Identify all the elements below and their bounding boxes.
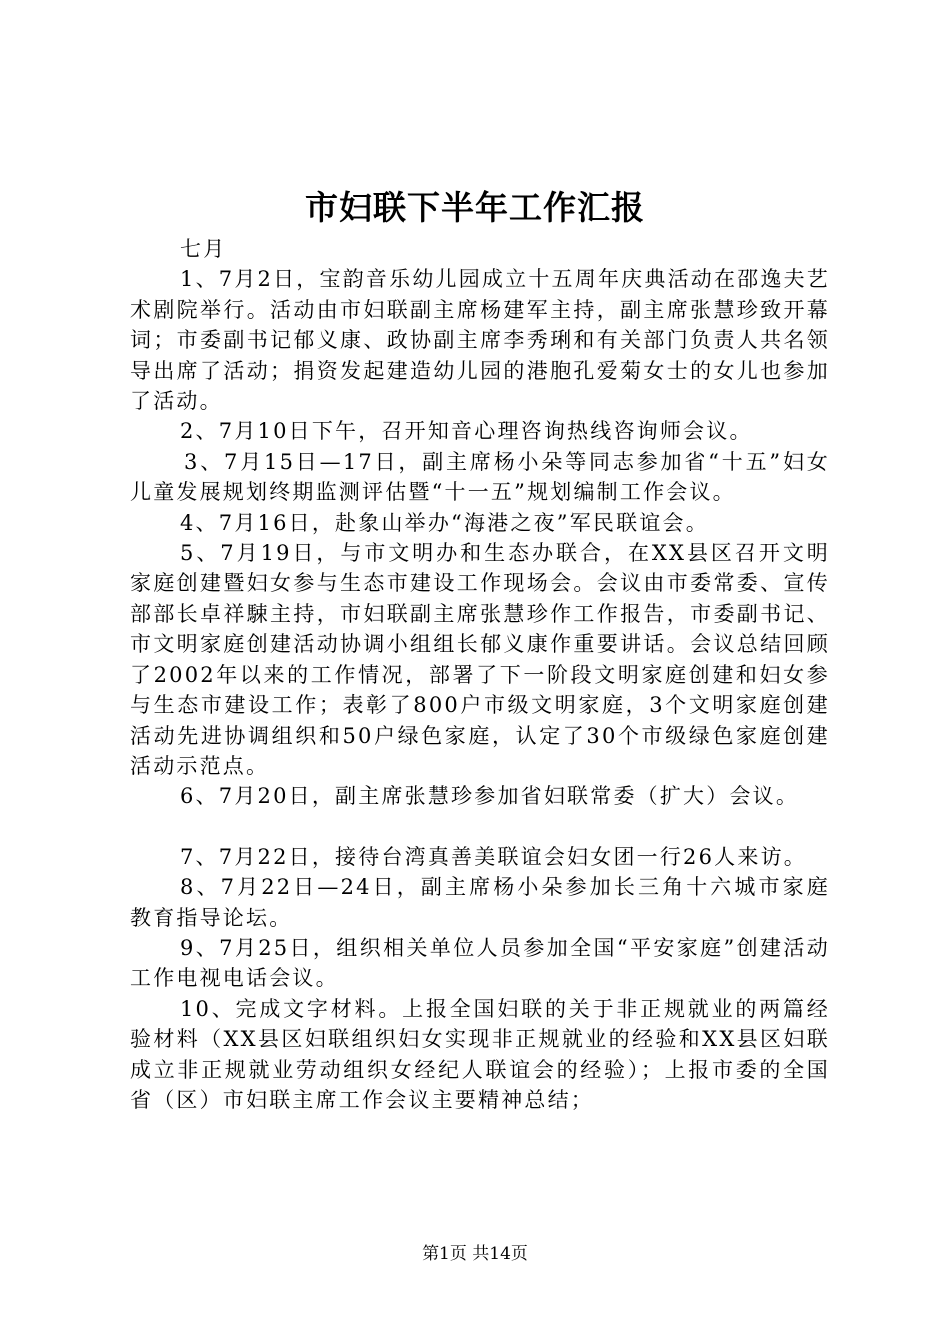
- paragraph-item-3: 3、7月15日—17日，副主席杨小朵等同志参加省“十五”妇女儿童发展规划终期监测评估暨“十一五”规划编制工作会议。: [130, 449, 830, 505]
- paragraph-item-8: 8、7月22日—24日，副主席杨小朵参加长三角十六城市家庭教育指导论坛。: [130, 875, 830, 930]
- paragraph-item-6: 6、7月20日，副主席张慧珍参加省妇联常委（扩大）会议。: [180, 784, 800, 809]
- paragraph-item-5: 5、7月19日，与市文明办和生态办联合，在XX县区召开文明家庭创建暨妇女参与生态市建设工作现场会。会议由市委常委、宣传部部长卓祥駷主持，市妇联副主席张慧珍作工作报告，市委副书记、市文明家庭创建活动协调小组组长郁义康作重要讲话。会议总结回顾了2002年以来的工作情况，部署了下一阶段文明家庭创建和妇女参与生态市建设工作；表彰了800户市级文明家庭，3个文明家庭创建活动先进协调组织和50户绿色家庭，认定了30个市级绿色家庭创建活动示范点。: [130, 541, 830, 778]
- paragraph-item-10: 10、完成文字材料。上报全国妇联的关于非正规就业的两篇经验材料（XX县区妇联组织妇女实现非正规就业的经验和XX县区妇联成立非正规就业劳动组织女经纪人联谊会的经验）；上报市委的全国省（区）市妇联主席工作会议主要精神总结；: [130, 996, 830, 1112]
- paragraph-item-4: 4、7月16日，赴象山举办“海港之夜”军民联谊会。: [180, 510, 709, 535]
- document-body: [130, 234, 830, 1115]
- paragraph-item-9: 9、7月25日，组织相关单位人员参加全国“平安家庭”创建活动工作电视电话会议。: [130, 935, 830, 991]
- paragraph-item-1: 1、7月2日，宝韵音乐幼儿园成立十五周年庆典活动在邵逸夫艺术剧院举行。活动由市妇联副主席杨建军主持，副主席张慧珍致开幕词；市委副书记郁义康、政协副主席李秀琍和有关部门负责人共名领导出席了活动；捐资发起建造幼儿园的港胞孔爱菊女士的女儿也参加了活动。: [130, 267, 830, 414]
- section-heading-july: 七月: [180, 237, 227, 261]
- paragraph-item-2: 2、7月10日下午，召开知音心理咨询热线咨询师会议。: [180, 419, 753, 444]
- page-number-footer: 第1页 共14页: [422, 1244, 528, 1264]
- document-title: 市妇联下半年工作汇报: [305, 188, 645, 227]
- paragraph-item-7: 7、7月22日，接待台湾真善美联谊会妇女团一行26人来访。: [180, 844, 807, 869]
